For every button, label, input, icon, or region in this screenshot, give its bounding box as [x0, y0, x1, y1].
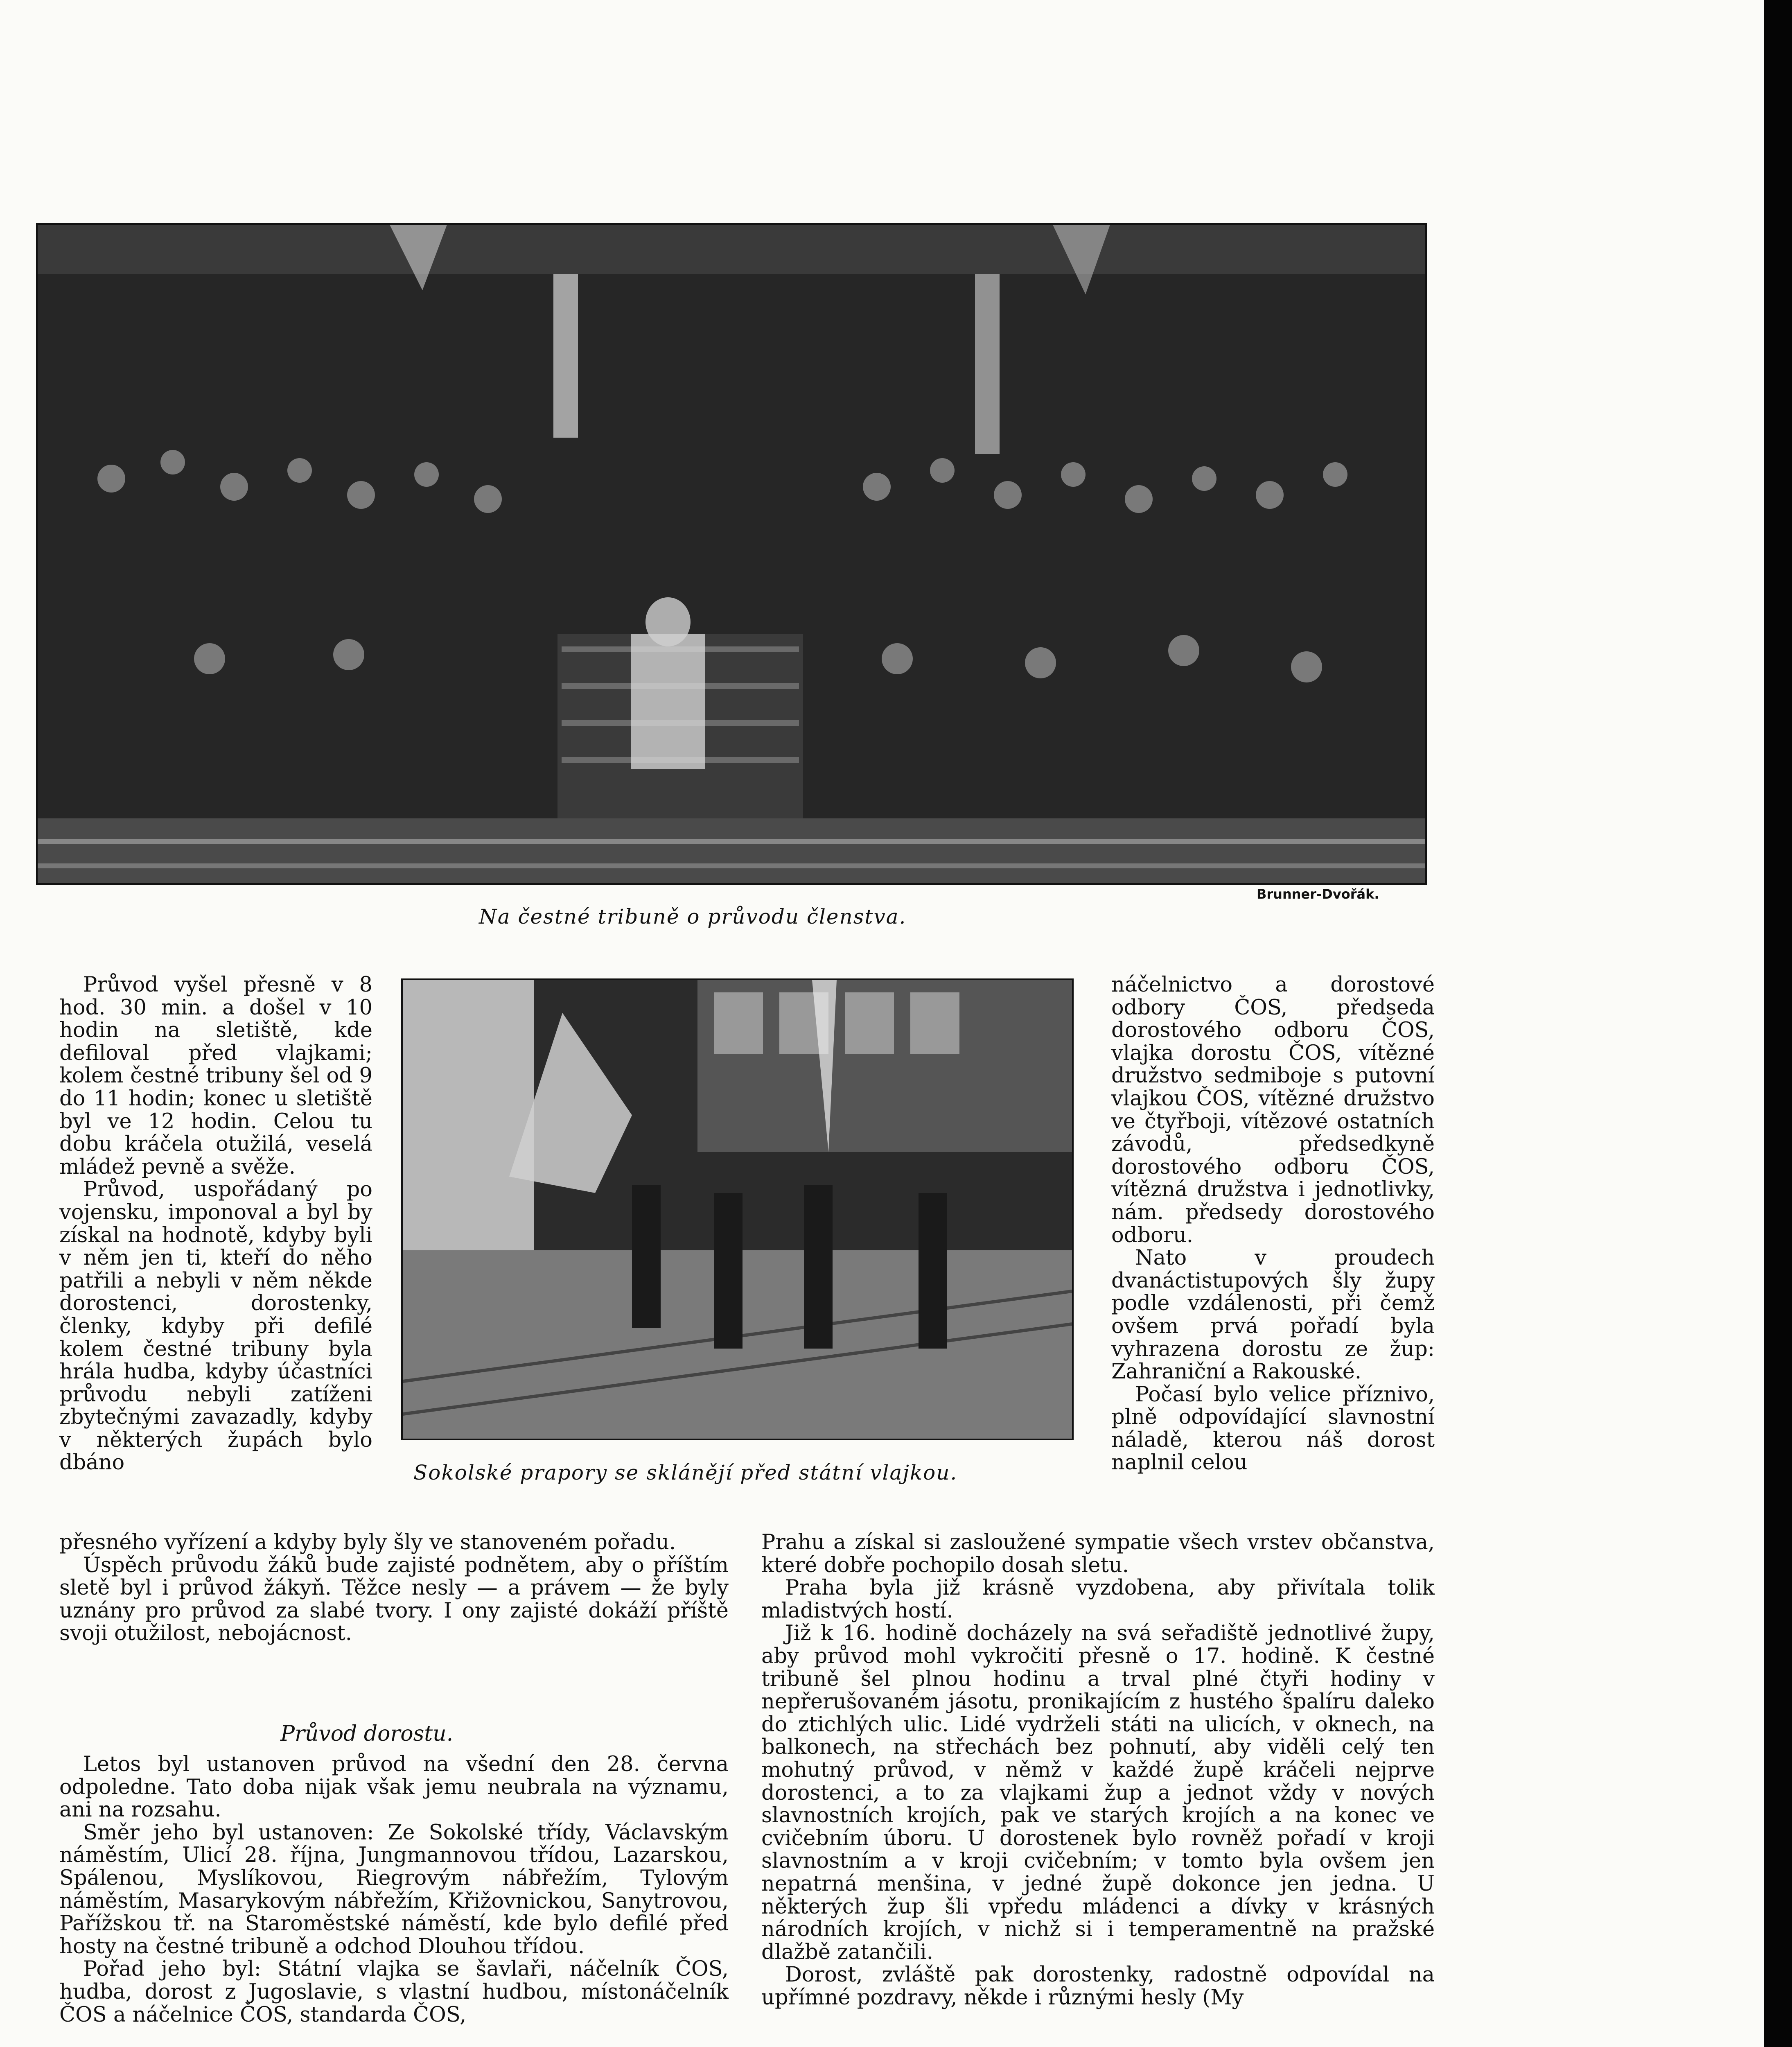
- paragraph: náčelnictvo a dorostové odbory ČOS, předseda dorostového odboru ČOS, vlajka dorostu ČOS, vítězné družstvo sedmiboje s putovní vlajkou ČOS, vítězné družstvo ve čtyřboji, vítězové ostatních závodů, předsedkyně dorostového odboru ČOS, vítězná družstva i jednotlivky, nám. předsedy dorostového odboru.: [1111, 973, 1435, 1247]
- left-wrap-text: [59, 974, 372, 1474]
- paragraph: Směr jeho byl ustanoven: Ze Sokolské třídy, Václavským náměstím, Ulicí 28. října, Jungmannovou třídou, Lazarskou, Spálenou, Myslíkovou, Riegrovým nábřežím, Tylovým náměstím, Masarykovým nábřežím, Křižovnickou, Sanytrovou, Pařížskou tř. na Staroměstské náměstí, kde bylo defilé před hosty na čestné tribuně a odchod Dlouhou třídou.: [59, 1820, 729, 1959]
- scan-border: [1764, 0, 1792, 2047]
- tribune-illustration: [38, 225, 1425, 883]
- paragraph: Praha byla již krásně vyzdobena, aby přivítala tolik mladistvých hostí.: [761, 1576, 1435, 1623]
- paragraph: Nato v proudech dvanáctistupových šly župy podle vzdálenosti, při čemž ovšem prvá pořadí byla vyhrazena dorostu ze žup: Zahraniční a Rakouské.: [1111, 1246, 1435, 1384]
- paragraph: Průvod vyšel přesně v 8 hod. 30 min. a došel v 10 hodin na sletiště, kde defiloval před vlajkami; kolem čestné tribuny šel od 9 do 11 hodin; konec u sletiště byl ve 12 hodin. Celou tu dobu kráčela otužilá, veselá mládež pevně a svěže.: [59, 973, 372, 1179]
- photo-honor-tribune: [36, 223, 1427, 885]
- photo-sokol-banners: [401, 978, 1074, 1440]
- right-wrap-text: [1111, 974, 1435, 1474]
- photo2-caption: Sokolské prapory se sklánějí před státní vlajkou.: [413, 1461, 958, 1484]
- left-full-text: [59, 1531, 729, 1645]
- paragraph: Již k 16. hodině docházely na svá seřadiště jednotlivé župy, aby průvod mohl vykročiti přesně o 17. hodině. K čestné tribuně šel plnou hodinu a trval plné čtyři hodiny v nepřerušovaném jásotu, pronikajícím z hustého špalíru daleko do ztichlých ulic. Lidé vydrželi státi na ulicích, v oknech, na balkonech, na střechách bez pohnutí, aby viděli celý ten mohutný průvod, v němž v každé župě kráčeli nejprve dorostenci, a to za vlajkami žup a jednot vždy v nových slavnostních krojích, pak ve starých krojích a na konec ve cvičebním úboru. U dorostenek bylo rovněž pořadí v kroji slavnostním a v kroji cvičebním; v tomto byla ovšem jen nepatrná menšina, v jedné župě dokonce jen jedna. U některých žup šli vpředu mládenci a dívky v krásných národních krojích, v nichž si i temperamentně na pražské dlažbě zatančili.: [761, 1621, 1435, 1964]
- paragraph: Počasí bylo velice příznivo, plně odpovídající slavnostní náladě, kterou náš dorost naplnil celou: [1111, 1382, 1435, 1475]
- photo1-credit: Brunner-Dvořák.: [1257, 886, 1379, 902]
- paragraph: Pořad jeho byl: Státní vlajka se šavlaři, náčelník ČOS, hudba, dorost z Jugoslavie, s vlastní hudbou, místonáčelník ČOS a náčelnice ČOS, standarda ČOS,: [59, 1957, 729, 2027]
- paragraph: Dorost, zvláště pak dorostenky, radostně odpovídal na upřímné pozdravy, někde i různými hesly (My: [761, 1963, 1435, 2010]
- paragraph: přesného vyřízení a kdyby byly šly ve stanoveném pořadu.: [59, 1530, 676, 1554]
- banners-illustration: [403, 980, 1072, 1439]
- left-section-text: [59, 1753, 729, 2026]
- paragraph: Úspěch průvodu žáků bude zajisté podnětem, aby o příštím sletě byl i průvod žákyň. Těžce nesly — a právem — že byly uznány pro průvod za slabé tvory. I ony zajisté dokáží příště svoji otužilost, nebojácnost.: [59, 1553, 729, 1646]
- section-heading: Průvod dorostu.: [280, 1722, 454, 1746]
- paragraph: Průvod, uspořádaný po vojensku, imponoval a byl by získal na hodnotě, kdyby byli v něm jen ti, kteří do něho patřili a nebyli v něm někde dorostenci, dorostenky, členky, kdyby při defilé kolem čestné tribuny byla hrála hudba, kdyby účastníci průvodu nebyli zatíženi zbytečnými zavazadly, kdyby v některých župách bylo dbáno: [59, 1177, 372, 1475]
- right-full-text: [761, 1531, 1435, 2009]
- paragraph: Letos byl ustanoven průvod na všední den 28. června odpoledne. Tato doba nijak však jemu neubrala na významu, ani na rozsahu.: [59, 1752, 729, 1822]
- paragraph: Prahu a získal si zasloužené sympatie všech vrstev občanstva, které dobře pochopilo dosah sletu.: [761, 1530, 1435, 1577]
- photo1-caption: Na čestné tribuně o průvodu členstva.: [479, 905, 907, 929]
